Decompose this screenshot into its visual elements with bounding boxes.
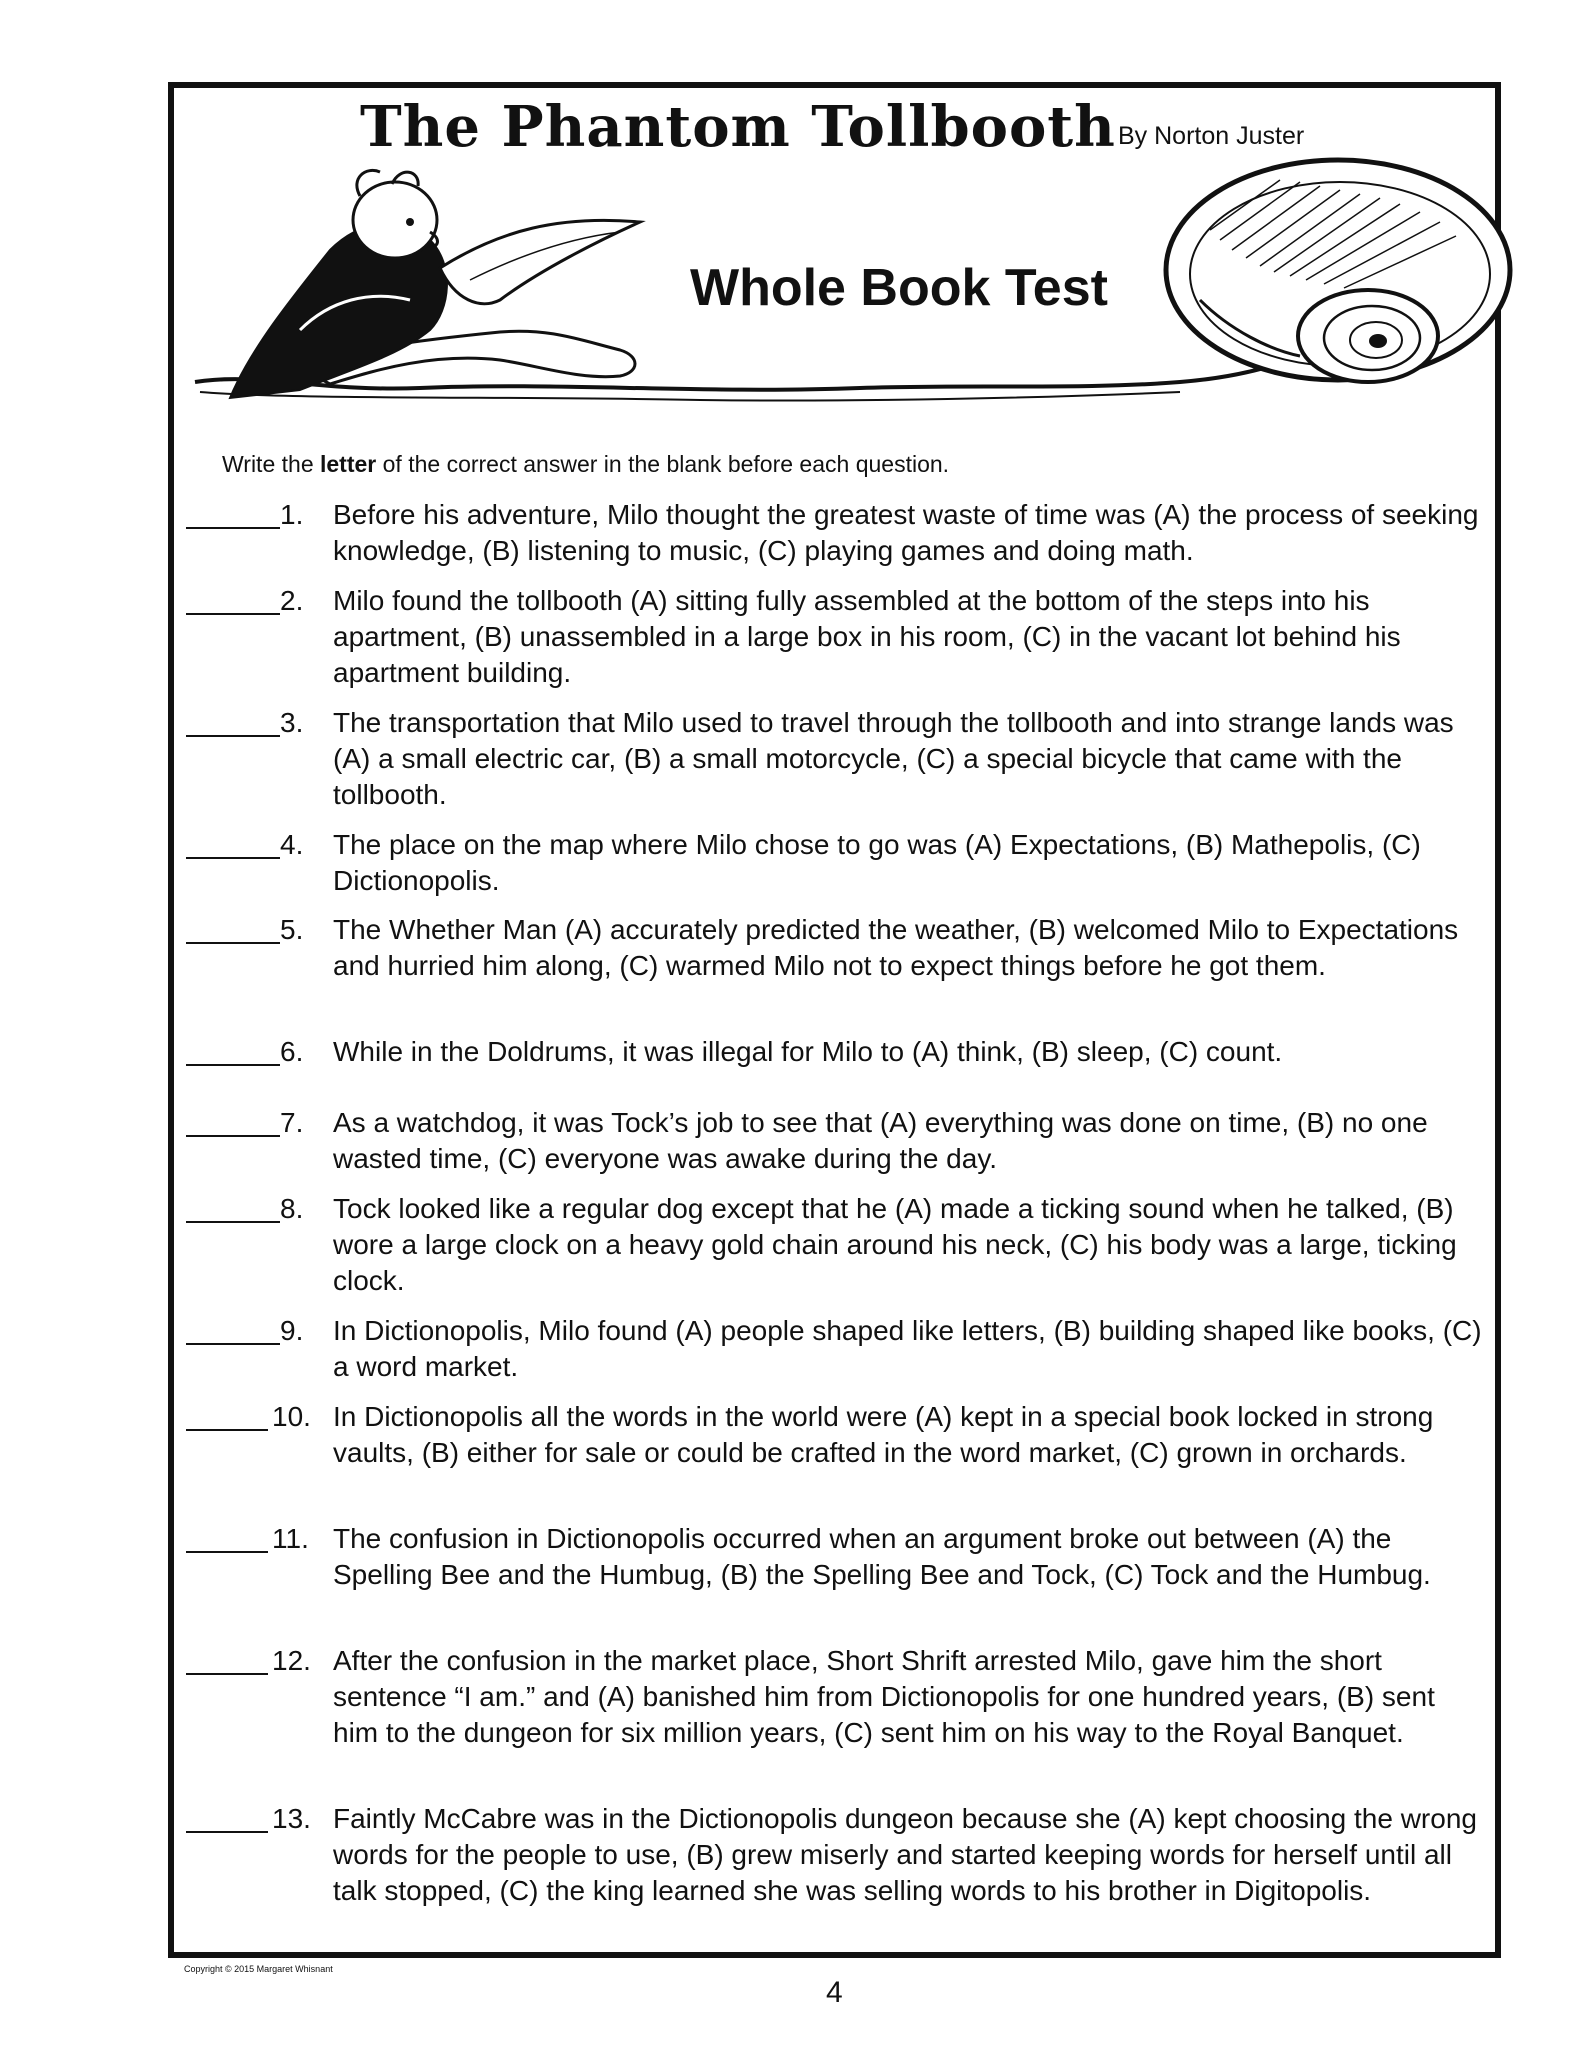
answer-blank[interactable]: [186, 1105, 280, 1137]
question-text: The Whether Man (A) accurately predicted the weather, (B) welcomed Milo to Expectations and hurried him along, (C) warmed Milo not to expect things before he got them.: [333, 914, 1459, 981]
instructions-emphasis: letter: [320, 451, 377, 477]
question-text: As a watchdog, it was Tock’s job to see that (A) everything was done on time, (B) no one wasted time, (C) everyone was awake during the day.: [333, 1107, 1428, 1174]
question-number: 11.: [272, 1523, 309, 1554]
question-number: 5.: [280, 914, 304, 945]
instructions-text: of the correct answer in the blank before each question.: [376, 451, 950, 477]
answer-blank[interactable]: [186, 1801, 268, 1833]
question-number: 2.: [280, 585, 304, 616]
answer-blank[interactable]: [186, 1191, 280, 1223]
question-text: The confusion in Dictionopolis occurred when an argument broke out between (A) the Spelling Bee and the Humbug, (B) the Spelling Bee and Tock, (C) Tock and the Humbug.: [333, 1523, 1431, 1590]
test-subtitle: Whole Book Test: [690, 259, 1108, 317]
question-number: 4.: [280, 829, 304, 860]
question-number: 1.: [280, 499, 304, 530]
question-text: The transportation that Milo used to travel through the tollbooth and into strange lands was (A) a small electric car, (B) a small motorcycle, (C) a special bicycle that came with the tollbooth.: [333, 707, 1454, 810]
question-text: Faintly McCabre was in the Dictionopolis dungeon because she (A) kept choosing the wrong words for the people to use, (B) grew miserly and started keeping words for herself until all talk stopped, (C) the king learned she was selling words to his brother in Digitopolis.: [333, 1803, 1477, 1906]
author-byline: By Norton Juster: [1118, 122, 1305, 150]
answer-blank[interactable]: [186, 1399, 268, 1431]
question-number: 6.: [280, 1036, 304, 1067]
answer-blank[interactable]: [186, 497, 280, 529]
answer-blank[interactable]: [186, 827, 280, 859]
answer-blank[interactable]: [186, 1643, 268, 1675]
instructions-text: Write the: [222, 451, 320, 477]
answer-blank[interactable]: [186, 912, 280, 944]
question-number: 8.: [280, 1193, 304, 1224]
question-number: 13.: [272, 1803, 311, 1834]
question-number: 7.: [280, 1107, 304, 1138]
milo-with-scroll-illustration: [0, 0, 1588, 440]
question-text: Tock looked like a regular dog except that he (A) made a ticking sound when he talked, (B) wore a large clock on a heavy gold chain around his neck, (C) his body was a large, ticking clock.: [333, 1193, 1457, 1296]
page-title: The Phantom Tollbooth: [360, 94, 1116, 160]
page-number: 4: [826, 1976, 843, 2009]
answer-blank[interactable]: [186, 1313, 280, 1345]
question-text: The place on the map where Milo chose to go was (A) Expectations, (B) Mathepolis, (C) Dictionopolis.: [333, 829, 1421, 896]
answer-blank[interactable]: [186, 1521, 268, 1553]
question-text: In Dictionopolis, Milo found (A) people shaped like letters, (B) building shaped like books, (C) a word market.: [333, 1315, 1482, 1382]
question-number: 9.: [280, 1315, 304, 1346]
copyright-notice: Copyright © 2015 Margaret Whisnant: [184, 1964, 333, 1974]
question-text: Before his adventure, Milo thought the greatest waste of time was (A) the process of seeking knowledge, (B) listening to music, (C) playing games and doing math.: [333, 499, 1479, 566]
question-number: 12.: [272, 1645, 311, 1676]
question-text: While in the Doldrums, it was illegal for Milo to (A) think, (B) sleep, (C) count.: [333, 1036, 1283, 1067]
answer-blank[interactable]: [186, 705, 280, 737]
question-text: In Dictionopolis all the words in the world were (A) kept in a special book locked in strong vaults, (B) either for sale or could be crafted in the word market, (C) grown in orchards.: [333, 1401, 1434, 1468]
question-text: Milo found the tollbooth (A) sitting fully assembled at the bottom of the steps into his apartment, (B) unassembled in a large box in his room, (C) in the vacant lot behind his apartment building.: [333, 585, 1401, 688]
answer-blank[interactable]: [186, 583, 280, 615]
question-number: 3.: [280, 707, 304, 738]
answer-blank[interactable]: [186, 1034, 280, 1066]
instructions: [222, 451, 949, 478]
question-number: 10.: [272, 1401, 311, 1432]
question-text: After the confusion in the market place, Short Shrift arrested Milo, gave him the short sentence “I am.” and (A) banished him from Dictionopolis for one hundred years, (B) sent him to the dungeon for six million years, (C) sent him on his way to the Royal Banquet.: [333, 1645, 1435, 1748]
